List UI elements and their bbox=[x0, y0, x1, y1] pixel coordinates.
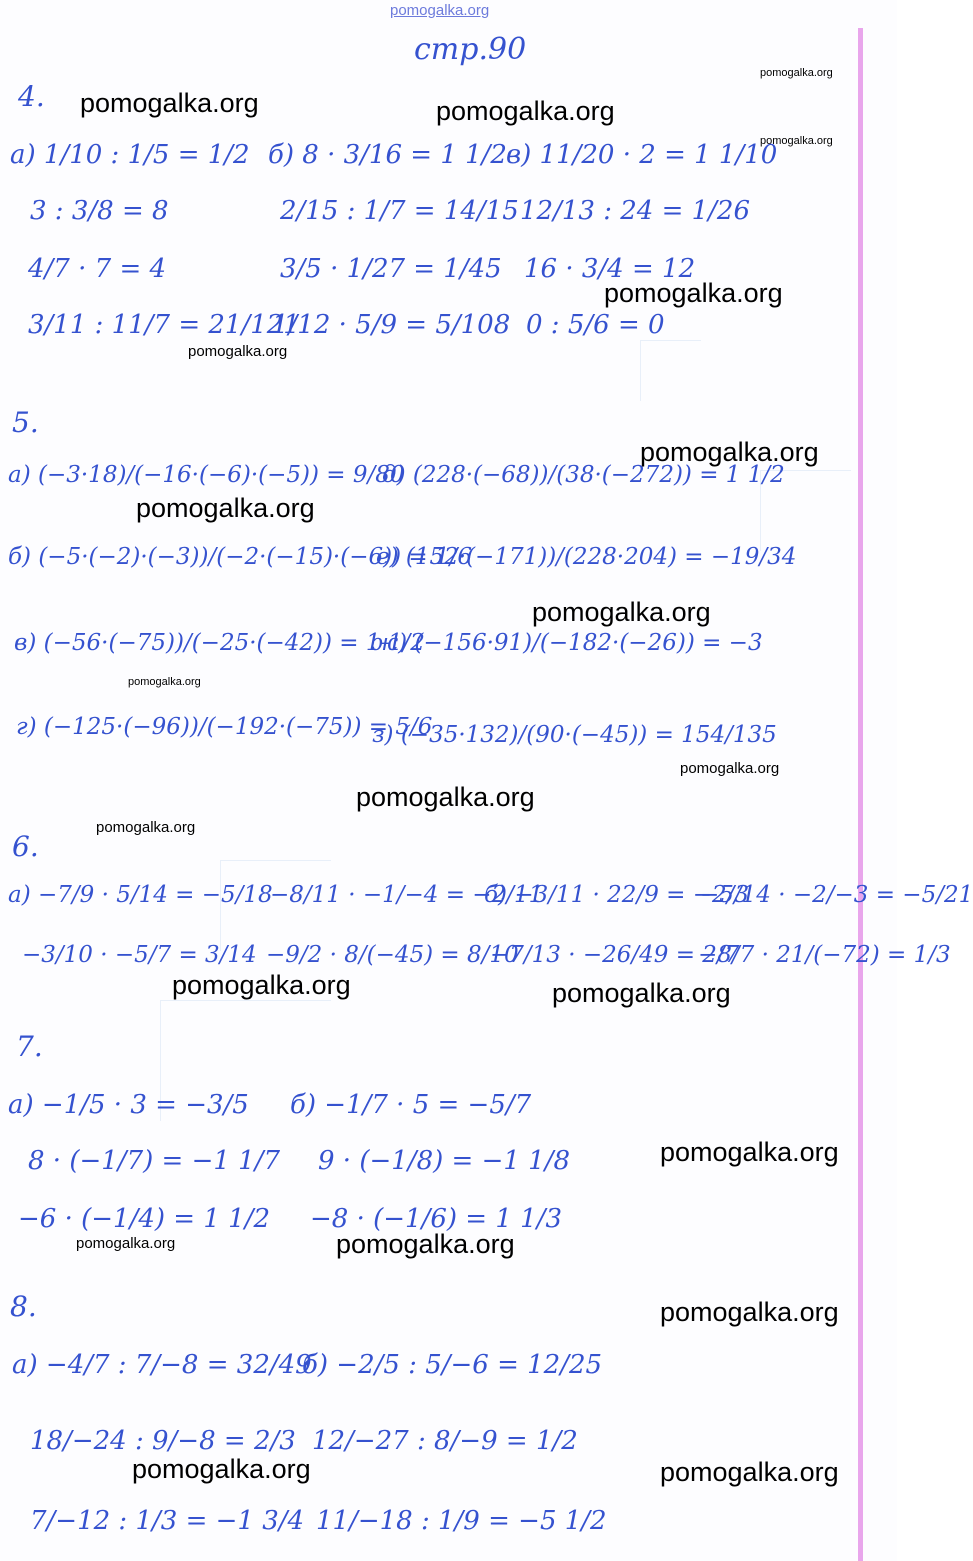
watermark: pomogalka.org bbox=[132, 1454, 311, 1484]
equation: −8 · (−1/6) = 1 1/3 bbox=[310, 1204, 563, 1234]
watermark: pomogalka.org bbox=[76, 1235, 176, 1252]
equation: в) (−56·(−75))/(−25·(−42)) = 1 1/2 bbox=[14, 630, 425, 656]
equation: 8 · (−1/7) = −1 1/7 bbox=[28, 1146, 281, 1176]
exercise-number: 6. bbox=[12, 830, 39, 863]
watermark: pomogalka.org bbox=[680, 760, 780, 777]
equation: а) −7/9 · 5/14 = −5/18 bbox=[8, 882, 273, 908]
equation: з) (−35·132)/(90·(−45)) = 154/135 bbox=[372, 722, 777, 748]
equation: 0 : 5/6 = 0 bbox=[526, 310, 665, 340]
page-number: стр.90 bbox=[414, 32, 527, 67]
equation: 9 · (−1/8) = −1 1/8 bbox=[318, 1146, 571, 1176]
watermark: pomogalka.org bbox=[336, 1229, 515, 1259]
watermark: pomogalka.org bbox=[128, 676, 201, 688]
watermark: pomogalka.org bbox=[356, 782, 535, 812]
equation: а) (−3·18)/(−16·(−6)·(−5)) = 9/80 bbox=[8, 462, 405, 488]
margin-line bbox=[858, 28, 863, 1561]
equation: −5/14 · −2/−3 = −5/21 bbox=[700, 882, 973, 908]
equation: 3 : 3/8 = 8 bbox=[30, 196, 169, 226]
watermark: pomogalka.org bbox=[436, 96, 615, 126]
equation: 7/−12 : 1/3 = −1 3/4 bbox=[30, 1506, 305, 1536]
watermark: pomogalka.org bbox=[760, 67, 833, 79]
watermark: pomogalka.org bbox=[660, 1137, 839, 1167]
equation: 16 · 3/4 = 12 bbox=[524, 254, 696, 284]
exercise-number: 5. bbox=[12, 406, 39, 439]
exercise-number: 8. bbox=[10, 1290, 37, 1323]
equation: −9/2 · 8/(−45) = 8/10 bbox=[266, 942, 519, 968]
watermark: pomogalka.org bbox=[640, 437, 819, 467]
watermark: pomogalka.org bbox=[172, 970, 351, 1000]
watermark: pomogalka.org bbox=[552, 978, 731, 1008]
equation: −8/11 · −1/−4 = −2/11 bbox=[270, 882, 544, 908]
watermark: pomogalka.org bbox=[532, 597, 711, 627]
top-watermark: pomogalka.org bbox=[390, 2, 490, 19]
exercise-number: 4. bbox=[18, 80, 45, 113]
equation: б) −3/11 · 22/9 = −2/3 bbox=[484, 882, 750, 908]
equation: 11/−18 : 1/9 = −5 1/2 bbox=[316, 1506, 607, 1536]
equation: е) (152·(−171))/(228·204) = −19/34 bbox=[376, 544, 797, 570]
watermark: pomogalka.org bbox=[188, 343, 288, 360]
equation: в) 11/20 · 2 = 1 1/10 bbox=[506, 140, 778, 170]
watermark: pomogalka.org bbox=[760, 135, 833, 147]
equation: г) (−125·(−96))/(−192·(−75)) = 5/6 bbox=[16, 714, 433, 740]
equation: 12/13 : 24 = 1/26 bbox=[520, 196, 751, 226]
watermark: pomogalka.org bbox=[604, 278, 783, 308]
equation: б) (−5·(−2)·(−3))/(−2·(−15)·(−6)) = 1/6 bbox=[8, 544, 472, 570]
equation: 18/−24 : 9/−8 = 2/3 bbox=[30, 1426, 296, 1456]
grid-fragment bbox=[640, 340, 701, 401]
equation: −8/7 · 21/(−72) = 1/3 bbox=[698, 942, 951, 968]
equation: б) 8 · 3/16 = 1 1/2 bbox=[268, 140, 507, 170]
equation: 2/15 : 1/7 = 14/15 bbox=[280, 196, 519, 226]
equation: −7/13 · −26/49 = 2/7 bbox=[490, 942, 740, 968]
watermark: pomogalka.org bbox=[136, 493, 315, 523]
watermark: pomogalka.org bbox=[80, 88, 259, 118]
equation: б) −2/5 : 5/−6 = 12/25 bbox=[302, 1350, 603, 1380]
watermark: pomogalka.org bbox=[96, 819, 196, 836]
equation: ж) (−156·91)/(−182·(−26)) = −3 bbox=[372, 630, 763, 656]
exercise-number: 7. bbox=[16, 1030, 43, 1063]
equation: 3/5 · 1/27 = 1/45 bbox=[280, 254, 502, 284]
equation: 4/7 · 7 = 4 bbox=[28, 254, 167, 284]
equation: а) −4/7 : 7/−8 = 32/49 bbox=[12, 1350, 312, 1380]
equation: а) −1/5 · 3 = −3/5 bbox=[8, 1090, 249, 1120]
equation: б) −1/7 · 5 = −5/7 bbox=[290, 1090, 532, 1120]
watermark: pomogalka.org bbox=[660, 1297, 839, 1327]
equation: 1/12 · 5/9 = 5/108 bbox=[272, 310, 511, 340]
equation: д) (228·(−68))/(38·(−272)) = 1 1/2 bbox=[382, 462, 785, 488]
equation: −6 · (−1/4) = 1 1/2 bbox=[18, 1204, 271, 1234]
equation: а) 1/10 : 1/5 = 1/2 bbox=[10, 140, 250, 170]
watermark: pomogalka.org bbox=[660, 1457, 839, 1487]
equation: −3/10 · −5/7 = 3/14 bbox=[22, 942, 257, 968]
equation: 3/11 : 11/7 = 21/121 bbox=[28, 310, 300, 340]
equation: 12/−27 : 8/−9 = 1/2 bbox=[312, 1426, 578, 1456]
